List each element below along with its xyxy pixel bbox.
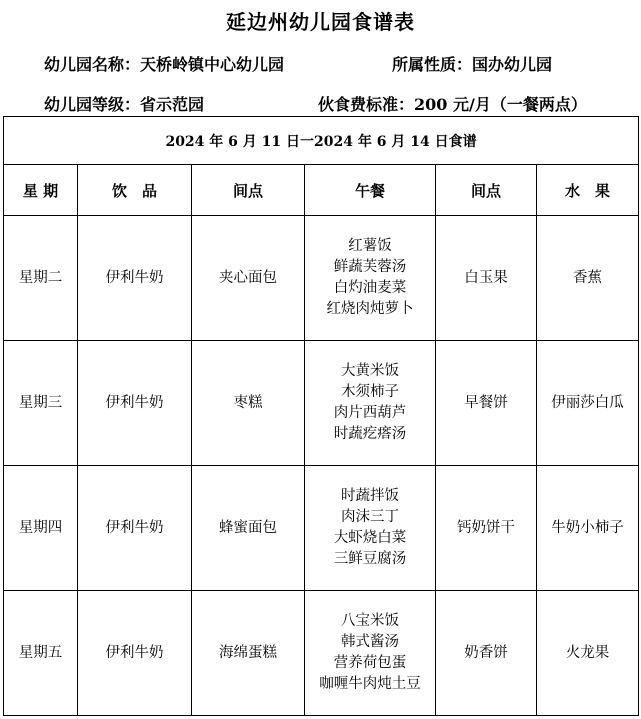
lunch-dish: 肉沫三丁: [341, 509, 399, 525]
lunch-dish: 肉片西葫芦: [333, 405, 407, 421]
lunch-dish: 时蔬疙瘩汤: [333, 426, 407, 442]
kindergarten-grade-value: 省示范园: [140, 95, 205, 114]
ownership-type-label: 所属性质：: [392, 55, 473, 74]
lunch-cell: [305, 341, 436, 466]
meal-fee-value: 200 元/月（一餐两点）: [414, 95, 587, 114]
date-range: 2024 年 6 月 11 日一2024 年 6 月 14 日食谱: [4, 117, 639, 165]
snack-2-cell: 早餐饼: [436, 341, 537, 466]
lunch-dish: 鲜蔬芙蓉汤: [333, 259, 407, 275]
table-row: [4, 591, 639, 716]
lunch-dish: 三鲜豆腐汤: [333, 551, 407, 567]
lunch-dish: 大黄米饭: [341, 363, 399, 379]
snack-2-cell: 白玉果: [436, 216, 537, 341]
lunch-dish: 红烧肉炖萝卜: [326, 301, 414, 317]
kindergarten-grade: [44, 92, 204, 115]
fruit-cell: 火龙果: [537, 591, 639, 716]
drink-cell: 伊利牛奶: [78, 341, 192, 466]
menu-table: [3, 116, 639, 716]
kindergarten-grade-label: 幼儿园等级：: [44, 95, 141, 114]
fruit-cell: 香蕉: [537, 216, 639, 341]
ownership-type: [392, 52, 552, 75]
drink-cell: 伊利牛奶: [78, 591, 192, 716]
snack-1-cell: 海绵蛋糕: [192, 591, 305, 716]
lunch-dish: 大虾烧白菜: [333, 530, 407, 546]
table-row: [4, 216, 639, 341]
lunch-cell: [305, 466, 436, 591]
header-snack-1: 间点: [192, 165, 305, 216]
lunch-dish: 白灼油麦菜: [333, 280, 407, 296]
page-title: 延边州幼儿园食谱表: [226, 10, 415, 34]
drink-cell: 伊利牛奶: [78, 466, 192, 591]
lunch-cell: [305, 591, 436, 716]
ownership-type-value: 国办幼儿园: [472, 55, 553, 74]
kindergarten-name-value: 天桥岭镇中心幼儿园: [140, 55, 285, 74]
snack-2-cell: 奶香饼: [436, 591, 537, 716]
header-day: 星 期: [4, 165, 78, 216]
header-drink: 饮 品: [78, 165, 192, 216]
snack-1-cell: 枣糕: [192, 341, 305, 466]
header-row: [4, 165, 639, 216]
date-range-row: [4, 117, 639, 165]
day-cell: 星期四: [4, 466, 78, 591]
lunch-cell: [305, 216, 436, 341]
snack-2-cell: 钙奶饼干: [436, 466, 537, 591]
day-cell: 星期二: [4, 216, 78, 341]
header-fruit: 水 果: [537, 165, 639, 216]
snack-1-cell: 夹心面包: [192, 216, 305, 341]
meal-fee-label: 伙食费标准：: [318, 95, 415, 114]
lunch-dish: 营养荷包蛋: [333, 655, 407, 671]
table-row: [4, 466, 639, 591]
fruit-cell: 牛奶小柿子: [537, 466, 639, 591]
lunch-dish: 时蔬拌饭: [341, 488, 399, 504]
day-cell: 星期三: [4, 341, 78, 466]
fruit-cell: 伊丽莎白瓜: [537, 341, 639, 466]
header-snack-2: 间点: [436, 165, 537, 216]
header-lunch: 午餐: [305, 165, 436, 216]
snack-1-cell: 蜂蜜面包: [192, 466, 305, 591]
day-cell: 星期五: [4, 591, 78, 716]
drink-cell: 伊利牛奶: [78, 216, 192, 341]
lunch-dish: 木须柿子: [341, 384, 399, 400]
kindergarten-name: [44, 52, 284, 75]
lunch-dish: 韩式酱汤: [341, 634, 399, 650]
kindergarten-name-label: 幼儿园名称：: [44, 55, 141, 74]
lunch-dish: 红薯饭: [348, 238, 392, 254]
table-row: [4, 341, 639, 466]
lunch-dish: 咖喱牛肉炖土豆: [319, 676, 421, 692]
meal-fee: [318, 92, 587, 115]
lunch-dish: 八宝米饭: [341, 613, 399, 629]
